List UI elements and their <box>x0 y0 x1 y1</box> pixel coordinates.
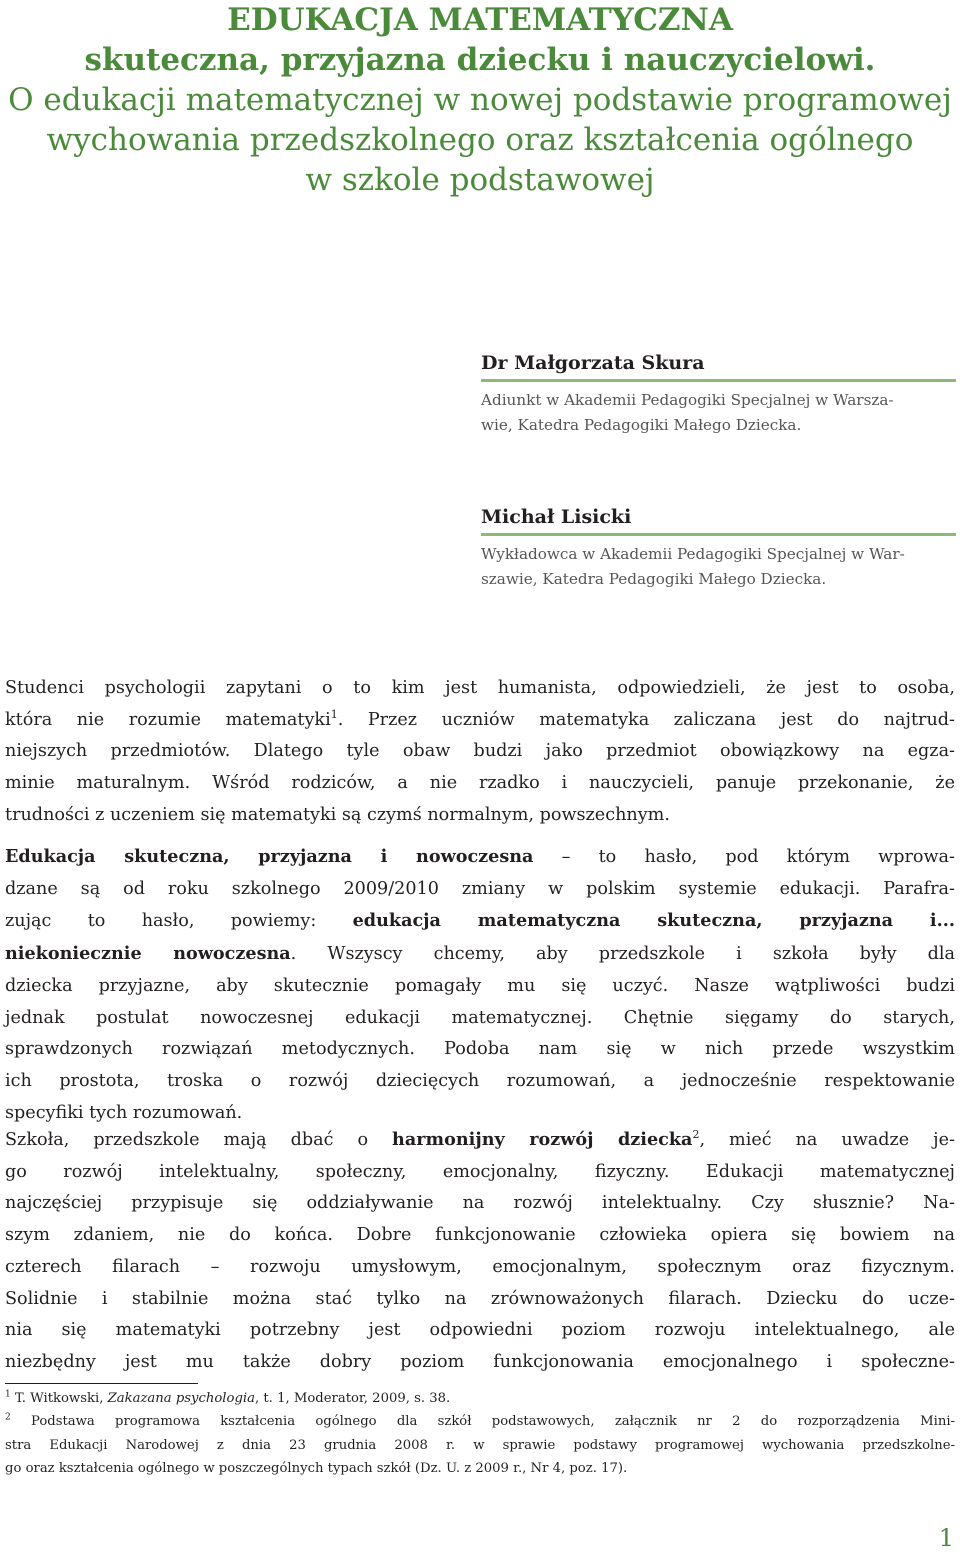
document-description-line: wychowania przedszkolnego oraz kształcenia ogólnego <box>46 122 914 158</box>
paragraph-line: dzane są od roku szkolnego 2009/2010 zmiany w polskim systemie edukacji. Parafra- <box>5 878 955 899</box>
page-number: 1 <box>938 1524 954 1552</box>
paragraph-line <box>5 841 955 874</box>
footnote-reference[interactable]: 1 <box>330 707 338 721</box>
emphasis-text: Edukacja skuteczna, przyjazna i nowoczesna <box>5 846 534 867</box>
author-affiliation <box>481 388 956 438</box>
author-affiliation <box>481 542 956 592</box>
paragraph-line: czterech filarach – rozwoju umysłowym, emocjonalnym, społecznym oraz fizycznym. <box>5 1256 955 1277</box>
text-run: . Wszyscy chcemy, aby przedszkole i szkoła były dla <box>290 944 955 965</box>
footnote-2 <box>5 1410 955 1433</box>
author-affiliation-line: Wykładowca w Akademii Pedagogiki Specjalnej w War- <box>481 545 905 563</box>
paragraph-line: szym zdaniem, nie do końca. Dobre funkcjonowanie człowieka opiera się bowiem na <box>5 1225 955 1246</box>
author-name: Dr Małgorzata Skura <box>481 352 705 374</box>
author-divider <box>481 379 956 382</box>
paragraph-line: jednak postulat nowoczesnej edukacji matematycznej. Chętnie sięgamy do starych, <box>5 1007 955 1028</box>
text-run: – to hasło, pod którym wprowa- <box>533 847 955 867</box>
paragraph-line: specyfiki tych rozumowań. <box>5 1102 243 1123</box>
author-affiliation-line: szawie, Katedra Pedagogiki Małego Dziecka. <box>481 570 827 588</box>
author-block <box>481 351 956 438</box>
paragraph-line: dziecka przyjazne, aby skutecznie pomagały mu się uczyć. Nasze wątpliwości budzi <box>5 975 955 996</box>
author-divider <box>481 533 956 536</box>
footnote-reference[interactable]: 2 <box>692 1128 700 1142</box>
text-run: Szkoła, przedszkole mają dbać o <box>5 1130 393 1150</box>
body-paragraph <box>5 1124 955 1379</box>
author-affiliation-line: wie, Katedra Pedagogiki Małego Dziecka. <box>481 416 802 434</box>
text-run: Podstawa programowa kształcenia ogólnego dla szkół podstawowych, załącznik nr 2 do rozporządzenia Mini- <box>10 1414 955 1430</box>
paragraph-line: niezbędny jest mu także dobry poziom funkcjonowania emocjonalnego i społeczne- <box>5 1351 955 1372</box>
paragraph-line: sprawdzonych rozwiązań metodycznych. Podoba nam się w nich przede wszystkim <box>5 1039 955 1060</box>
footnote-number: 2 <box>5 1412 11 1423</box>
paragraph-line <box>5 938 955 971</box>
author-block <box>481 505 956 592</box>
paragraph-line <box>5 705 955 737</box>
book-title: Zakazana psychologia <box>107 1391 255 1406</box>
text-run: T. Witkowski, <box>10 1391 108 1406</box>
text-run: , t. 1, Moderator, 2009, s. 38. <box>255 1391 451 1406</box>
paragraph-line: go rozwój intelektualny, społeczny, emocjonalny, fizyczny. Edukacji matematycznej <box>5 1161 955 1182</box>
footnotes <box>5 1387 955 1480</box>
text-run: . Przez uczniów matematyka zaliczana jest do najtrud- <box>337 709 955 730</box>
body-paragraph <box>5 673 955 832</box>
paragraph-line: najczęściej przypisuje się oddziaływanie na rozwój intelektualny. Czy słusznie? Na- <box>5 1193 955 1214</box>
footnote-number: 1 <box>5 1389 11 1400</box>
document-description-line: w szkole podstawowej <box>305 162 655 198</box>
emphasis-text: harmonijny rozwój dziecka <box>392 1129 693 1150</box>
paragraph-line: niejszych przedmiotów. Dlatego tyle obaw budzi jako przedmiot obowiązkowy na egza- <box>5 741 955 762</box>
document-title-block <box>0 0 960 200</box>
paragraph-line: nia się matematyki potrzebny jest odpowiedni poziom rozwoju intelektualnego, ale <box>5 1320 955 1341</box>
paragraph-line: ich prostota, troska o rozwój dziecięcych rozumowań, a jednocześnie respektowanie <box>5 1070 955 1091</box>
footnote-1 <box>5 1387 955 1410</box>
document-title: EDUKACJA MATEMATYCZNA <box>227 2 733 38</box>
paragraph-line: Solidnie i stabilnie można stać tylko na zrównoważonych filarach. Dziecku do ucze- <box>5 1288 955 1309</box>
body-paragraph <box>5 841 955 1129</box>
footnote-2-line: go oraz kształcenia ogólnego w poszczególnych typach szkół (Dz. U. z 2009 r., Nr 4, poz. 17). <box>5 1460 628 1476</box>
footnote-2-line: stra Edukacji Narodowej z dnia 23 grudnia 2008 r. w sprawie podstawy programowej wychowania przedszkolne- <box>5 1437 955 1453</box>
paragraph-line <box>5 1124 955 1157</box>
emphasis-text: edukacja matematyczna skuteczna, przyjazna i... <box>352 910 955 932</box>
paragraph-line <box>5 905 955 938</box>
author-name: Michał Lisicki <box>481 506 632 528</box>
text-run: która nie rozumie matematyki <box>5 709 331 730</box>
paragraph-line: trudności z uczeniem się matematyki są czymś normalnym, powszechnym. <box>5 804 670 825</box>
emphasis-text: niekoniecznie nowoczesna <box>5 943 291 965</box>
author-affiliation-line: Adiunkt w Akademii Pedagogiki Specjalnej w Warsza- <box>481 391 894 409</box>
footnote-divider <box>5 1383 198 1384</box>
document-subtitle: skuteczna, przyjazna dziecku i nauczycielowi. <box>84 42 876 78</box>
paragraph-line: Studenci psychologii zapytani o to kim jest humanista, odpowiedzieli, że jest to osoba, <box>5 678 955 698</box>
text-run: zując to hasło, powiemy: <box>5 911 353 932</box>
text-run: , mieć na uwadze je- <box>699 1130 955 1150</box>
document-description-line: O edukacji matematycznej w nowej podstawie programowej <box>8 82 952 118</box>
paragraph-line: minie maturalnym. Wśród rodziców, a nie rzadko i nauczycieli, panuje przekonanie, że <box>5 773 955 794</box>
